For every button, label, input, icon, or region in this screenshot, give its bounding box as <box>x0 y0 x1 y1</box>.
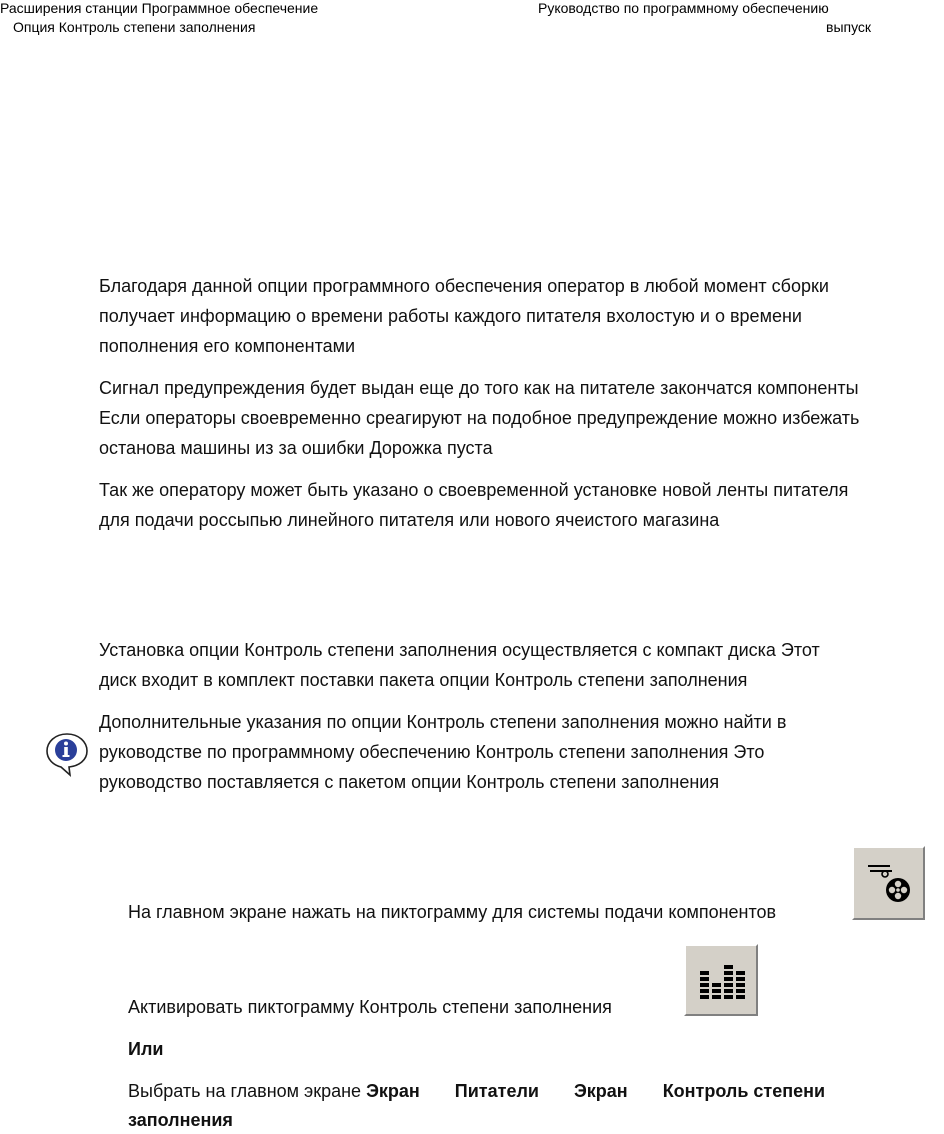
note-paragraph <box>99 707 786 797</box>
header-right-line2: выпуск <box>826 19 872 35</box>
menu-path-screen-2: Экран <box>573 1081 628 1101</box>
header-right-line1: Руководство по программному обеспечению <box>538 0 829 16</box>
text-line: руководстве по программному обеспечению Контроль степени заполнения Это <box>99 742 765 762</box>
intro-paragraph-2 <box>99 373 859 463</box>
install-paragraph <box>99 635 820 695</box>
text-line: останова машины из за ошибки Дорожка пуста <box>99 438 493 458</box>
info-speech-bubble-icon <box>44 731 90 782</box>
text-line: для подачи россыпью линейного питателя или нового ячеистого магазина <box>99 510 720 530</box>
step-3-tail: заполнения <box>128 1110 233 1130</box>
or-label: Или <box>128 1039 164 1059</box>
text-line: Благодаря данной опции программного обеспечения оператор в любой момент сборки <box>99 276 829 296</box>
feeder-system-button[interactable] <box>852 846 925 920</box>
fill-level-button[interactable] <box>684 944 758 1016</box>
text-line: пополнения его компонентами <box>99 336 356 356</box>
intro-paragraph-3 <box>99 475 848 535</box>
header-left-line2: Опция Контроль степени заполнения <box>13 19 256 35</box>
step-3-text <box>128 1077 825 1105</box>
text-line: Сигнал предупреждения будет выдан еще до того как на питателе закончатся компоненты <box>99 378 859 398</box>
menu-path-fill-level: Контроль степени <box>662 1081 826 1101</box>
fill-level-bars-icon <box>686 946 756 1014</box>
text-line: получает информацию о времени работы каждого питателя вхолостую и о времени <box>99 306 802 326</box>
text-line: Установка опции Контроль степени заполнения осуществляется с компакт диска Этот <box>99 640 820 660</box>
text-line: диск входит в комплект поставки пакета опции Контроль степени заполнения <box>99 670 748 690</box>
intro-paragraph-1 <box>99 271 829 361</box>
feeder-system-icon <box>854 848 923 918</box>
step-2-text: Активировать пиктограмму Контроль степени заполнения <box>128 997 612 1017</box>
header-left-line1: Расширения станции Программное обеспечение <box>0 0 319 16</box>
text-line: Дополнительные указания по опции Контроль степени заполнения можно найти в <box>99 712 787 732</box>
menu-path-feeders: Питатели <box>454 1081 539 1101</box>
step-3-prefix: Выбрать на главном экране <box>128 1081 362 1101</box>
step-1-text: На главном экране нажать на пиктограмму для системы подачи компонентов <box>128 902 777 922</box>
text-line: руководство поставляется с пакетом опции Контроль степени заполнения <box>99 772 720 792</box>
text-line: Если операторы своевременно среагируют на подобное предупреждение можно избежать <box>99 408 860 428</box>
menu-path-screen: Экран <box>366 1081 420 1101</box>
text-line: Так же оператору может быть указано о своевременной установке новой ленты питателя <box>99 480 849 500</box>
